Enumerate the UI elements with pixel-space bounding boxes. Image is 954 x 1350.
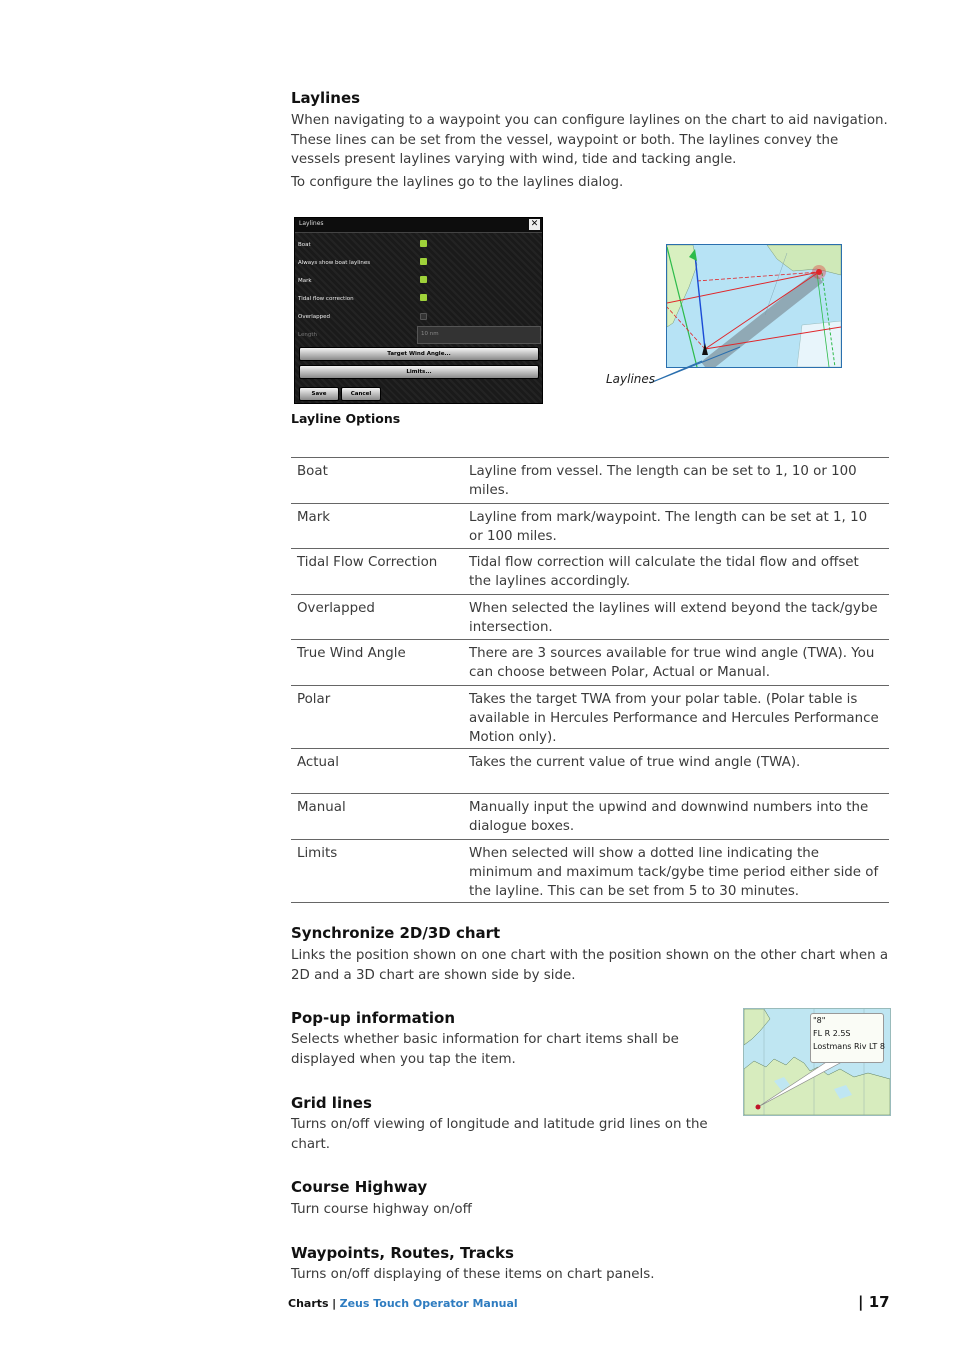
laylines-dialog — [294, 217, 543, 404]
overlapped-checkbox[interactable] — [420, 313, 427, 320]
option-description: Layline from mark/waypoint. The length can be set at 1, 10 or 100 miles. — [463, 504, 889, 549]
popup-heading: Pop-up information — [291, 1009, 455, 1027]
option-key: Manual — [291, 794, 463, 840]
page-number: | 17 — [858, 1293, 890, 1311]
option-description: There are 3 sources available for true wind angle (TWA). You can choose between Polar, Actual or Manual. — [463, 640, 889, 686]
dialog-row-tidal: Tidal flow correction — [298, 296, 354, 302]
tidal-checkbox[interactable] — [420, 294, 427, 301]
table-row — [291, 458, 889, 504]
table-row — [291, 749, 889, 794]
wrt-paragraph: Turns on/off displaying of these items on chart panels. — [291, 1267, 655, 1282]
dialog-title: Laylines — [299, 220, 324, 227]
table-row — [291, 504, 889, 549]
cancel-button[interactable]: Cancel — [341, 387, 381, 401]
save-button[interactable]: Save — [299, 387, 339, 401]
option-description: Takes the current value of true wind angle (TWA). — [463, 749, 889, 794]
table-row — [291, 549, 889, 595]
target-wind-angle-button[interactable]: Target Wind Angle... — [299, 347, 539, 361]
laylines-paragraph: When navigating to a waypoint you can configure laylines on the chart to aid navigation. These lines can be set from the vessel, waypoint or both. The laylines convey the vessels present laylines varying with wind, tide and tacking angle. — [291, 113, 888, 167]
option-key: Overlapped — [291, 595, 463, 640]
popup-chart-image — [743, 1008, 891, 1116]
mark-checkbox[interactable] — [420, 276, 427, 283]
sync-paragraph: Links the position shown on one chart with the position shown on the other chart when a 2D and a 3D chart are shown side by side. — [291, 948, 889, 983]
dialog-row-overlapped: Overlapped — [298, 314, 330, 320]
wrt-heading: Waypoints, Routes, Tracks — [291, 1244, 514, 1262]
grid-paragraph: Turns on/off viewing of longitude and latitude grid lines on the chart. — [291, 1117, 708, 1152]
option-description: When selected will show a dotted line indicating the minimum and maximum tack/gybe time period either side of the layline. This can be set from 5 to 30 minutes. — [463, 840, 889, 903]
laylines-instruction: To configure the laylines go to the laylines dialog. — [291, 175, 624, 190]
table-row — [291, 640, 889, 686]
highway-paragraph: Turn course highway on/off — [291, 1202, 472, 1217]
dialog-row-boat: Boat — [298, 242, 311, 248]
option-key: Limits — [291, 840, 463, 903]
length-label: Length — [298, 332, 317, 338]
dialog-row-mark: Mark — [298, 278, 312, 284]
option-key: Actual — [291, 749, 463, 794]
sync-heading: Synchronize 2D/3D chart — [291, 924, 501, 942]
grid-heading: Grid lines — [291, 1094, 372, 1112]
option-description: When selected the laylines will extend beyond the tack/gybe intersection. — [463, 595, 889, 640]
dialog-title-bar — [295, 218, 542, 233]
always-show-checkbox[interactable] — [420, 258, 427, 265]
length-field[interactable] — [417, 326, 541, 344]
option-key: Tidal Flow Correction — [291, 549, 463, 595]
option-key: Mark — [291, 504, 463, 549]
layline-options-table — [291, 457, 889, 903]
length-value: 10 nm — [421, 331, 439, 337]
table-row — [291, 840, 889, 903]
table-row — [291, 595, 889, 640]
laylines-callout: Laylines — [606, 372, 656, 386]
popup-label-line: Lostmans Riv LT 8 — [813, 1042, 885, 1051]
limits-button[interactable]: Limits... — [299, 365, 539, 379]
dialog-row-always-show: Always show boat laylines — [298, 260, 371, 266]
option-key: Polar — [291, 686, 463, 749]
option-description: Manually input the upwind and downwind numbers into the dialogue boxes. — [463, 794, 889, 840]
popup-label-line: FL R 2.5S — [813, 1029, 851, 1038]
table-row — [291, 686, 889, 749]
boat-checkbox[interactable] — [420, 240, 427, 247]
option-key: Boat — [291, 458, 463, 504]
popup-paragraph: Selects whether basic information for chart items shall be displayed when you tap the item. — [291, 1032, 679, 1067]
option-key: True Wind Angle — [291, 640, 463, 686]
figure-caption: Layline Options — [291, 411, 401, 426]
footer-section: Charts — [288, 1297, 329, 1310]
option-description: Takes the target TWA from your polar table. (Polar table is available in Hercules Performance and Hercules Performance Motion only). — [463, 686, 889, 749]
popup-label-line: "8" — [813, 1016, 826, 1025]
laylines-heading: Laylines — [291, 89, 361, 107]
callout-leader-lines — [640, 335, 750, 395]
highway-heading: Course Highway — [291, 1178, 428, 1196]
footer-separator: | — [332, 1297, 337, 1310]
close-icon[interactable]: ✕ — [530, 219, 539, 229]
footer — [288, 1297, 518, 1310]
table-row — [291, 794, 889, 840]
option-description: Tidal flow correction will calculate the tidal flow and offset the laylines accordingly. — [463, 549, 889, 595]
footer-document-title: Zeus Touch Operator Manual — [339, 1297, 518, 1310]
popup-info-label — [810, 1013, 884, 1063]
option-description: Layline from vessel. The length can be set to 1, 10 or 100 miles. — [463, 458, 889, 504]
